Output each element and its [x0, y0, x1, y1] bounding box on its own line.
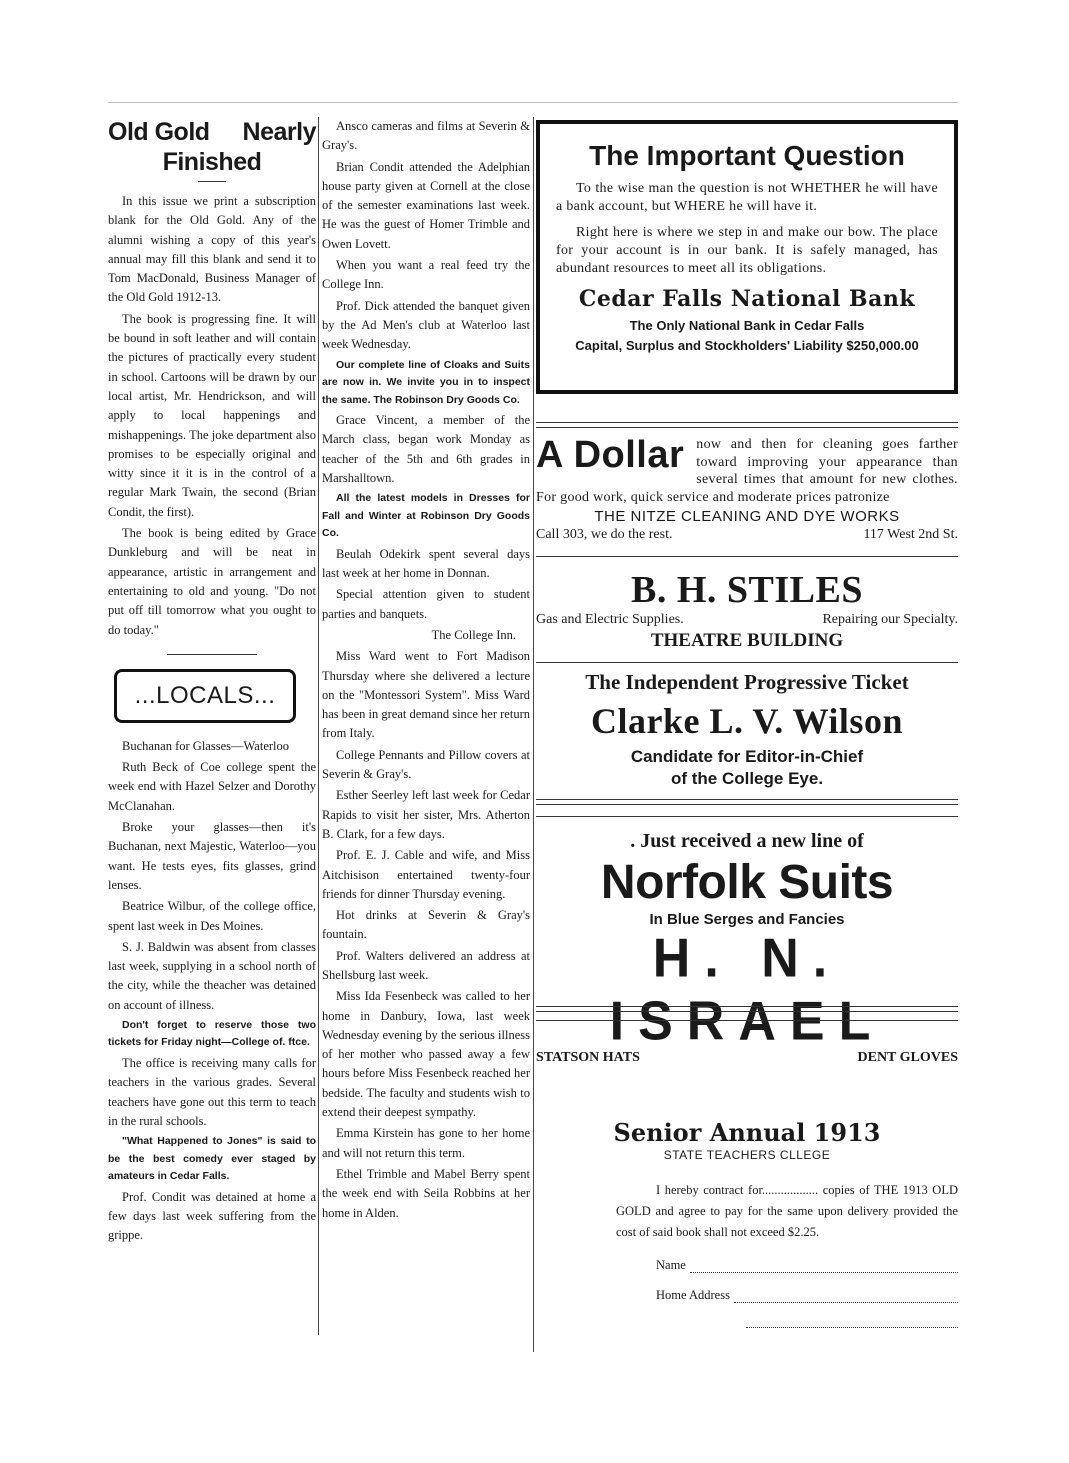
news-item: Prof. E. J. Cable and wife, and Miss Aitchisison entertained twenty-four friends for dinner Thursday evening. [322, 848, 530, 901]
locals-banner [114, 669, 296, 723]
news-item: Beulah Odekirk spent several days last week at her home in Donnan. [322, 546, 530, 581]
news-item: All the latest models in Dresses for Fall and Winter at Robinson Dry Goods Co. [322, 492, 530, 540]
news-item: Ethel Trimble and Mabel Berry spent the week end with Seila Robbins at her home in Alden. [322, 1166, 530, 1220]
annual-subscription-blank [536, 1118, 958, 1378]
name-field[interactable] [656, 1249, 958, 1273]
column-rule-1 [318, 117, 319, 1335]
news-item: Emma Kirstein has gone to her home and will not return this term. [322, 1126, 530, 1160]
name-label: Name [656, 1258, 686, 1272]
stiles-building: THEATRE BUILDING [650, 630, 844, 651]
stiles-supplies: Gas and Electric Supplies. [536, 612, 684, 627]
ad-divider-2 [536, 556, 958, 557]
news-item: Hot drinks at Severin & Gray's fountain. [322, 908, 530, 942]
annual-subtitle: STATE TEACHERS CLLEGE [663, 1148, 831, 1162]
news-item: Ansco cameras and films at Severin & Gray's. [322, 119, 530, 153]
norfolk-ad [536, 826, 958, 1065]
norfolk-subline: In Blue Serges and Fancies [649, 911, 845, 928]
annual-contract-text [536, 1180, 958, 1243]
name-line[interactable] [690, 1258, 958, 1273]
news-item: Broke your glasses—then it's Buchanan, next Majestic, Waterloo—you want. He tests eyes, fits glasses, grind lenses. [108, 820, 316, 892]
norfolk-gloves: DENT GLOVES [857, 1050, 958, 1065]
news-item: When you want a real feed try the College Inn. [322, 258, 530, 292]
cleaning-company: THE NITZE CLEANING AND DYE WORKS [594, 508, 900, 525]
article-paragraph: The book is being edited by Grace Dunkleburg and will be neat in appearance, artistic in arrangement and entertaining to old and young. "Do not put off till tomorrow what you ought to do today." [108, 526, 316, 637]
column-1 [108, 117, 316, 1248]
bank-ad-title: The Important Question [589, 140, 905, 171]
cleaning-address: 117 West 2nd St. [863, 527, 958, 542]
stiles-repairing: Repairing our Specialty. [822, 612, 958, 627]
norfolk-headline: Norfolk Suits [600, 856, 894, 909]
news-item: Don't forget to reserve those two tickets for Friday night—College of. ftce. [108, 1018, 316, 1049]
article-end-divider [167, 654, 257, 655]
norfolk-intro: . Just received a new line of [630, 830, 864, 852]
news-item: Miss Ward went to Fort Madison Thursday where she delivered a lecture on the "Montessori System". Miss Ward has been in great demand since her return from Italy. [322, 649, 530, 741]
news-item: Ruth Beck of Coe college spent the week end with Hazel Selzer and Dorothy McClanahan. [108, 760, 316, 813]
headline-part-2: Nearly [242, 118, 316, 146]
news-item: Miss Ida Fesenbeck was called to her home in Danbury, Iowa, last week Wednesday evening by the serious illness of her mother who passed away a few hours before Miss Fesenbeck reached her bedside. The faculty and students wish to extend their deepest sympathy. [322, 989, 530, 1120]
locals-list-2 [322, 117, 530, 1223]
address-line-2[interactable] [746, 1311, 958, 1328]
ad-divider-5 [536, 816, 958, 817]
news-item: Prof. Walters delivered an address at Shellsburg last week. [322, 948, 530, 982]
stiles-ad [536, 568, 958, 658]
israel-name: H. N. ISRAEL [609, 928, 885, 1052]
candidate-name: Clarke L. V. Wilson [591, 701, 903, 741]
news-item: College Pennants and Pillow covers at Severin & Gray's. [322, 747, 530, 782]
news-item: The office is receiving many calls for teachers in the various grades. Several teachers have gone out this term to teach in the rural schools. [108, 1055, 316, 1128]
short-divider [198, 181, 226, 182]
news-item: Esther Seerley left last week for Cedar Rapids to visit her sister, Mrs. Atherton B. Clark, for a few days. [322, 788, 530, 841]
old-gold-article [108, 192, 316, 640]
news-item: S. J. Baldwin was absent from classes last week, supplying in a school north of the city, while the theacher was detained on account of illness. [108, 939, 316, 1012]
news-item: Grace Vincent, a member of the March class, began work Monday as teacher of the 5th and 6th grades in Marshalltown. [322, 413, 530, 485]
news-item: Brian Condit attended the Adelphian house party given at Cornell at the close of the semester examinations last week. He was the guest of Homer Trimble and Owen Lovett. [322, 159, 530, 251]
news-item: "What Happened to Jones" is said to be the best comedy ever staged by amateurs in Cedar Falls. [108, 1135, 316, 1183]
ad-divider-4 [536, 799, 958, 805]
norfolk-hats: STATSON HATS [536, 1050, 640, 1065]
news-item: Our complete line of Cloaks and Suits are now in. We invite you in to inspect the same. The Robinson Dry Goods Co. [322, 358, 530, 406]
address-field[interactable] [656, 1279, 958, 1303]
cleaning-contact-row [536, 527, 958, 543]
column-2 [322, 117, 530, 1225]
ad-divider-3 [536, 662, 958, 663]
stiles-name: B. H. STILES [631, 569, 863, 611]
annual-title: Senior Annual 1913 [613, 1118, 881, 1147]
locals-list [108, 737, 316, 1246]
cleaning-ad [536, 436, 958, 546]
news-item: Buchanan for Glasses—Waterloo [122, 738, 289, 753]
news-item: Beatrice Wilbur, of the college office, spent last week in Des Moines. [108, 899, 316, 933]
bank-ad [536, 120, 958, 394]
candidate-office: Candidate for Editor-in-Chief [630, 747, 864, 766]
cleaning-ad-headline: A Dollar [536, 434, 685, 476]
ad-divider-6 [536, 1006, 958, 1012]
contract-paragraph: I hereby contract for.................. copies of THE 1913 OLD GOLD and agree to pay for the same upon delivery provided the cost of said book shall not exceed $2.25. [616, 1183, 958, 1239]
article-paragraph: In this issue we print a subscription blank for the Old Gold. Any of the alumni wishing a copy of this year's annual may fill this blank and send it to Tom MacDonald, Business Manager of the Old Gold 1912-13. [108, 194, 316, 305]
stiles-row [536, 612, 958, 628]
cleaning-phone: Call 303, we do the rest. [536, 527, 673, 542]
top-rule [108, 102, 958, 103]
bank-ad-paragraph-2: Right here is where we step in and make our bow. The place for your account is in our bank. It is safely managed, has abundant resources to meet all its obligations. [556, 225, 938, 276]
address-line[interactable] [734, 1288, 958, 1303]
ad-divider-1 [536, 422, 958, 428]
old-gold-headline [108, 117, 316, 177]
news-item: Prof. Dick attended the banquet given by the Ad Men's club at Waterloo last week Wednesday. [322, 298, 530, 352]
article-paragraph: The book is progressing fine. It will be bound in soft leather and will contain the pictures of practically every student in school. Cartoons will be drawn by our local artist, Mr. Hendrickson, and will apply to local happenings and mishappenings. The joke department also promises to be especially original and witty since it it is in the control of a regular Mark Twain, the second (Brian Condit, the first). [108, 311, 316, 519]
candidate-paper: of the College Eye. [670, 769, 824, 788]
cleaning-ad-text: now and then for cleaning goes farther toward improving your appearance than several times that amount for new clothes. For good work, quick service and moderate prices patronize [536, 437, 958, 505]
ticket-ad [536, 668, 958, 792]
headline-part-1: Old Gold [108, 118, 210, 146]
column-rule-2 [533, 117, 534, 1352]
news-item: Special attention given to student parties and banquets. [322, 587, 530, 621]
bank-tagline: The Only National Bank in Cedar Falls [629, 318, 865, 333]
news-item: The College Inn. [431, 627, 516, 642]
headline-part-3: Finished [162, 148, 262, 176]
news-item: Prof. Condit was detained at home a few days last week suffering from the grippe. [108, 1189, 316, 1243]
ad-divider-7 [536, 1020, 958, 1021]
locals-title: ...LOCALS... [134, 682, 276, 710]
bank-ad-paragraph-1: To the wise man the question is not WHETHER he will have a bank account, but WHERE he will have it. [556, 181, 938, 214]
bank-capital: Capital, Surplus and Stockholders' Liability $250,000.00 [575, 338, 919, 353]
address-label: Home Address [656, 1288, 730, 1302]
ticket-title: The Independent Progressive Ticket [585, 670, 909, 694]
bank-name: Cedar Falls National Bank [578, 286, 916, 312]
